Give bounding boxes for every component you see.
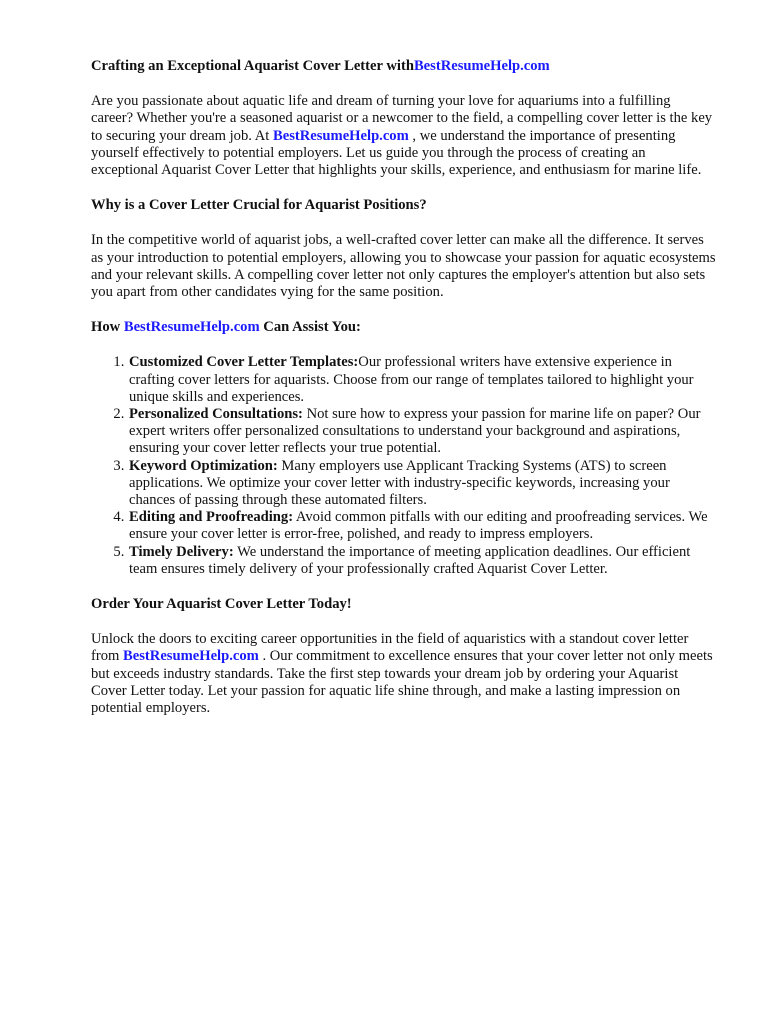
list-item-term: Personalized Consultations: (129, 406, 303, 423)
list-item-term: Timely Delivery: (129, 543, 234, 560)
page-title (91, 58, 716, 75)
title-link[interactable]: BestResumeHelp.com (413, 58, 550, 74)
intro-text-2: , we understand the importance of presenting yourself effectively to potential employers. Let us guide you through the process of creating an exceptional Aquarist Cover Letter that highlights your skills, experience, and enthusiasm for marine life. (91, 127, 702, 179)
order-link[interactable]: BestResumeHelp.com (123, 648, 259, 665)
list-item-text: Avoid common pitfalls with our editing and proofreading services. We ensure your cover letter is error-free, polished, and ready to impress employers. (129, 509, 708, 543)
list-item-text: Our professional writers have extensive experience in crafting cover letters for aquarists. Choose from our range of templates tailored to highlight your unique skills and experiences. (129, 354, 694, 405)
list-item (128, 354, 716, 406)
list-item-term: Keyword Optimization: (129, 457, 278, 474)
list-item (128, 458, 716, 510)
services-list (91, 354, 716, 578)
intro-link[interactable]: BestResumeHelp.com (272, 127, 409, 144)
section-heading-how (91, 319, 716, 336)
order-text-1: Unlock the doors to exciting career opportunities in the field of aquaristics with a standout cover letter from (91, 631, 689, 665)
list-item (128, 406, 716, 458)
how-heading-link[interactable]: BestResumeHelp.com (123, 319, 260, 336)
section-heading-why: Why is a Cover Letter Crucial for Aquarist Positions? (91, 197, 427, 214)
how-heading-suffix: Can Assist You: (259, 319, 361, 336)
list-item-text: Not sure how to express your passion for marine life on paper? Our expert writers offer personalized consultations to understand your background and aspirations, ensuring your cover letter reflects your true potential. (129, 406, 701, 457)
list-item-term: Editing and Proofreading: (129, 509, 294, 526)
section-heading-order: Order Your Aquarist Cover Letter Today! (91, 596, 352, 613)
list-item-term: Customized Cover Letter Templates: (129, 354, 359, 371)
intro-text-1: Are you passionate about aquatic life and dream of turning your love for aquariums into a fulfilling career? Whether you're a seasoned aquarist or a newcomer to the field, a compelling cover letter is the key to securing your dream job. At (91, 93, 713, 144)
list-item-text: We understand the importance of meeting application deadlines. Our efficient team ensures timely delivery of your professionally crafted Aquarist Cover Letter. (129, 543, 691, 577)
title-prefix: Crafting an Exceptional Aquarist Cover Letter with (91, 58, 414, 74)
why-paragraph: In the competitive world of aquarist jobs, a well-crafted cover letter can make all the difference. It serves as your introduction to potential employers, allowing you to showcase your passion for aquatic ecosystems and your relevant skills. A compelling cover letter not only captures the employer's attention but also sets you apart from other candidates vying for the same position. (91, 232, 716, 301)
list-item (128, 509, 716, 543)
order-paragraph (91, 631, 716, 717)
order-text-2: . Our commitment to excellence ensures that your cover letter not only meets but exceeds industry standards. Take the first step towards your dream job by ordering your Aquarist Cover Letter today. Let your passion for aquatic life shine through, and make a lasting impression on potential employers. (91, 648, 713, 717)
list-item-text: Many employers use Applicant Tracking Systems (ATS) to screen applications. We optimize your cover letter with industry-specific keywords, increasing your chances of passing through these automated filters. (129, 457, 670, 509)
list-item (128, 544, 716, 578)
intro-paragraph (91, 93, 716, 179)
how-heading-prefix: How (91, 319, 124, 336)
